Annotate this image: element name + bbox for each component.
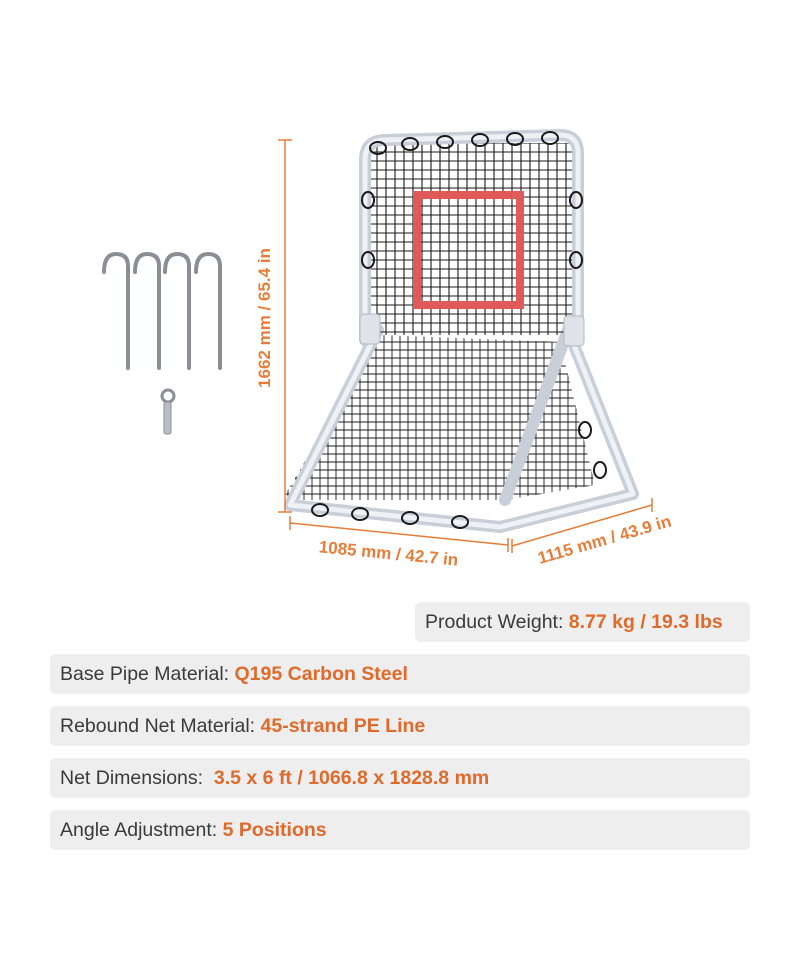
angle-adjustment-row	[50, 810, 750, 850]
lock-pin	[162, 390, 174, 434]
rebound-net-material-label: Rebound Net Material:	[60, 714, 261, 737]
depth-dimension-label: 1115 mm / 43.9 in	[535, 511, 674, 568]
base-pipe-material-label: Base Pipe Material:	[60, 662, 235, 685]
ground-stakes	[104, 254, 220, 368]
height-dimension-label: 1662 mm / 65.4 in	[255, 248, 274, 388]
product-weight-row	[415, 602, 750, 642]
net-dimensions-value: 3.5 x 6 ft / 1066.8 x 1828.8 mm	[213, 766, 490, 789]
rebound-net-material-value: 45-strand PE Line	[260, 714, 426, 737]
width-dimension-label: 1085 mm / 42.7 in	[318, 537, 460, 570]
base-pipe-material-row	[50, 654, 750, 694]
product-weight-value: 8.77 kg / 19.3 lbs	[568, 610, 723, 633]
product-weight-label: Product Weight:	[425, 610, 569, 633]
base-pipe-material-value: Q195 Carbon Steel	[234, 662, 408, 685]
height-dimension-line	[278, 140, 292, 512]
net-dimensions-label: Net Dimensions:	[60, 766, 214, 789]
net-dimensions-row	[50, 758, 750, 798]
angle-adjustment-value: 5 Positions	[222, 818, 327, 841]
angle-adjustment-label: Angle Adjustment:	[60, 818, 223, 841]
rebound-net-material-row	[50, 706, 750, 746]
strike-target	[417, 195, 520, 305]
